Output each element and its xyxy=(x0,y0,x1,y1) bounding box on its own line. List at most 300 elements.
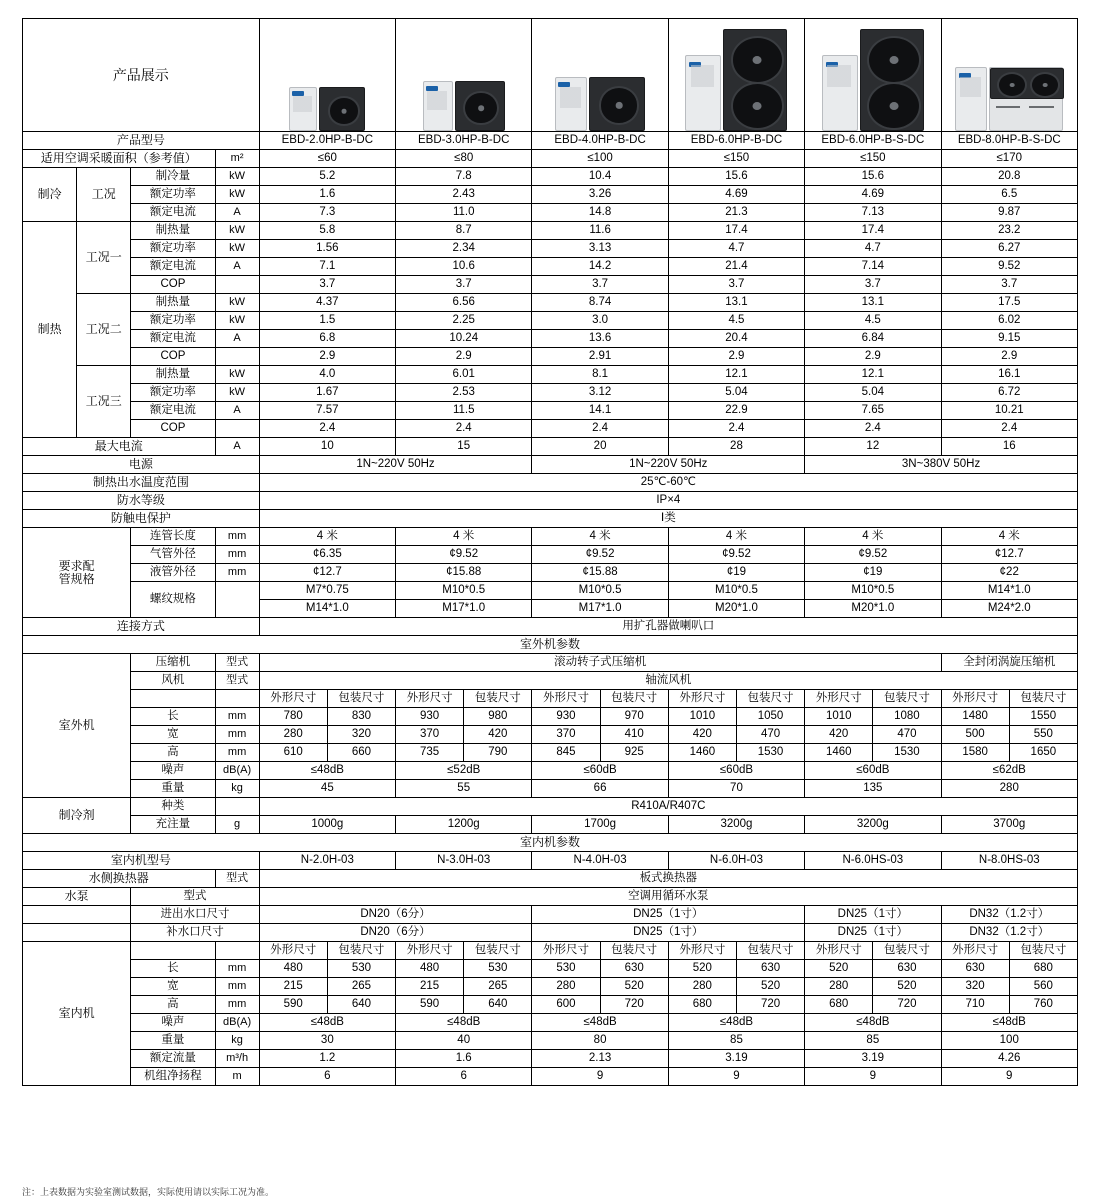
heat2-current-row xyxy=(23,330,1078,348)
inout-water-row xyxy=(23,906,1078,924)
area-value-4: ≤150 xyxy=(668,150,804,168)
compressor-type-label: 型式 xyxy=(215,654,259,672)
heat3-cop-row xyxy=(23,420,1078,438)
indoor-width-outer-3: 280 xyxy=(532,978,600,996)
rated-flow-1: 1.2 xyxy=(259,1050,395,1068)
indoor-length-label: 长 xyxy=(131,960,215,978)
outdoor-width-pack-5: 470 xyxy=(873,726,941,744)
heat3-power-5: 5.04 xyxy=(805,384,941,402)
water-exchanger-type-label: 型式 xyxy=(215,870,259,888)
heat2-power-row xyxy=(23,312,1078,330)
outdoor-length-outer-6: 1480 xyxy=(941,708,1009,726)
rated-flow-unit: m³/h xyxy=(215,1050,259,1068)
max-current-2: 15 xyxy=(396,438,532,456)
heat3-power-unit: kW xyxy=(215,384,259,402)
makeup-water-blank xyxy=(23,924,131,942)
outdoor-width-unit: mm xyxy=(215,726,259,744)
product-image-5 xyxy=(805,19,941,132)
outdoor-width-pack-1: 320 xyxy=(327,726,395,744)
outdoor-width-outer-2: 370 xyxy=(396,726,464,744)
outdoor-width-outer-6: 500 xyxy=(941,726,1009,744)
shock-protection-label: 防触电保护 xyxy=(23,510,260,528)
thread-spec-top-4: M10*0.5 xyxy=(668,582,804,600)
indoor-group-label: 室内机 xyxy=(23,942,131,1086)
fan-type-label: 型式 xyxy=(215,672,259,690)
rated-flow-2: 1.6 xyxy=(396,1050,532,1068)
heat1-cop-1: 3.7 xyxy=(259,276,395,294)
indoor-noise-row xyxy=(23,1014,1078,1032)
heat3-cop-4: 2.4 xyxy=(668,420,804,438)
heat2-capacity-4: 13.1 xyxy=(668,294,804,312)
outdoor-height-label: 高 xyxy=(131,744,215,762)
area-value-3: ≤100 xyxy=(532,150,668,168)
indoor-length-pack-2: 530 xyxy=(464,960,532,978)
pipe-length-label: 连管长度 xyxy=(131,528,215,546)
heat2-power-6: 6.02 xyxy=(941,312,1077,330)
model-row-label: 产品型号 xyxy=(23,132,260,150)
liquid-pipe-5: ¢19 xyxy=(805,564,941,582)
outdoor-dim-pack-3: 包装尺寸 xyxy=(600,690,668,708)
outdoor-weight-unit: kg xyxy=(215,780,259,798)
heat3-power-label: 额定功率 xyxy=(131,384,215,402)
gas-pipe-2: ¢9.52 xyxy=(396,546,532,564)
indoor-model-1: N-2.0H-03 xyxy=(259,852,395,870)
product-image-4 xyxy=(668,19,804,132)
indoor-width-label: 宽 xyxy=(131,978,215,996)
outdoor-noise-5: ≤60dB xyxy=(805,762,941,780)
indoor-weight-label: 重量 xyxy=(131,1032,215,1050)
cooling-capacity-row xyxy=(23,168,1078,186)
thread-spec-top-3: M10*0.5 xyxy=(532,582,668,600)
heat2-current-5: 6.84 xyxy=(805,330,941,348)
indoor-noise-3: ≤48dB xyxy=(532,1014,668,1032)
outdoor-weight-6: 280 xyxy=(941,780,1077,798)
heat3-current-1: 7.57 xyxy=(259,402,395,420)
heat1-capacity-3: 11.6 xyxy=(532,222,668,240)
pump-label: 水泵 xyxy=(23,888,131,906)
heat1-power-label: 额定功率 xyxy=(131,240,215,258)
thread-spec-bottom-5: M20*1.0 xyxy=(805,600,941,618)
cooling-power-2: 2.43 xyxy=(396,186,532,204)
outdoor-height-pack-5: 1530 xyxy=(873,744,941,762)
indoor-noise-6: ≤48dB xyxy=(941,1014,1077,1032)
outdoor-dim-pack-1: 包装尺寸 xyxy=(327,690,395,708)
indoor-dim-pack-2: 包装尺寸 xyxy=(464,942,532,960)
outdoor-dim-outer-3: 外形尺寸 xyxy=(532,690,600,708)
indoor-model-3: N-4.0H-03 xyxy=(532,852,668,870)
water-exchanger-value: 板式换热器 xyxy=(259,870,1077,888)
refrigerant-charge-unit: g xyxy=(215,816,259,834)
cooling-power-row xyxy=(23,186,1078,204)
indoor-dim-outer-4: 外形尺寸 xyxy=(668,942,736,960)
indoor-width-outer-4: 280 xyxy=(668,978,736,996)
gas-pipe-row xyxy=(23,546,1078,564)
heat1-current-4: 21.4 xyxy=(668,258,804,276)
outdoor-height-outer-5: 1460 xyxy=(805,744,873,762)
product-image-6 xyxy=(941,19,1077,132)
indoor-dim-header-blank-2 xyxy=(215,942,259,960)
heat2-current-2: 10.24 xyxy=(396,330,532,348)
fan-label: 风机 xyxy=(131,672,215,690)
outdoor-length-pack-5: 1080 xyxy=(873,708,941,726)
cooling-capacity-4: 15.6 xyxy=(668,168,804,186)
indoor-height-pack-2: 640 xyxy=(464,996,532,1014)
heat1-power-1: 1.56 xyxy=(259,240,395,258)
indoor-noise-unit: dB(A) xyxy=(215,1014,259,1032)
outdoor-weight-2: 55 xyxy=(396,780,532,798)
product-image-1 xyxy=(259,19,395,132)
refrigerant-charge-2: 1200g xyxy=(396,816,532,834)
indoor-weight-5: 85 xyxy=(805,1032,941,1050)
refrigerant-charge-4: 3200g xyxy=(668,816,804,834)
outdoor-height-outer-6: 1580 xyxy=(941,744,1009,762)
indoor-dim-outer-6: 外形尺寸 xyxy=(941,942,1009,960)
area-value-5: ≤150 xyxy=(805,150,941,168)
outdoor-noise-row xyxy=(23,762,1078,780)
pipe-length-row xyxy=(23,528,1078,546)
rated-flow-3: 2.13 xyxy=(532,1050,668,1068)
heat2-cop-row xyxy=(23,348,1078,366)
indoor-length-outer-6: 630 xyxy=(941,960,1009,978)
outdoor-dim-header-blank-2 xyxy=(215,690,259,708)
indoor-width-pack-1: 265 xyxy=(327,978,395,996)
indoor-length-unit: mm xyxy=(215,960,259,978)
hot-water-temp-row xyxy=(23,474,1078,492)
heat2-capacity-row xyxy=(23,294,1078,312)
indoor-weight-6: 100 xyxy=(941,1032,1077,1050)
outdoor-length-outer-4: 1010 xyxy=(668,708,736,726)
cooling-current-1: 7.3 xyxy=(259,204,395,222)
outdoor-length-unit: mm xyxy=(215,708,259,726)
compressor-value-right: 全封闭涡旋压缩机 xyxy=(941,654,1077,672)
outdoor-length-row xyxy=(23,708,1078,726)
indoor-model-4: N-6.0H-03 xyxy=(668,852,804,870)
max-current-unit: A xyxy=(215,438,259,456)
heat3-capacity-unit: kW xyxy=(215,366,259,384)
outdoor-length-label: 长 xyxy=(131,708,215,726)
heat1-cop-2: 3.7 xyxy=(396,276,532,294)
heat2-power-unit: kW xyxy=(215,312,259,330)
indoor-height-row xyxy=(23,996,1078,1014)
max-current-3: 20 xyxy=(532,438,668,456)
heat3-current-3: 14.1 xyxy=(532,402,668,420)
thread-spec-top-2: M10*0.5 xyxy=(396,582,532,600)
cooling-current-2: 11.0 xyxy=(396,204,532,222)
indoor-height-outer-4: 680 xyxy=(668,996,736,1014)
indoor-height-outer-6: 710 xyxy=(941,996,1009,1014)
outdoor-group-label: 室外机 xyxy=(23,654,131,798)
heat3-current-6: 10.21 xyxy=(941,402,1077,420)
model-2: EBD-3.0HP-B-DC xyxy=(396,132,532,150)
shock-protection-row xyxy=(23,510,1078,528)
gas-pipe-6: ¢12.7 xyxy=(941,546,1077,564)
pipe-length-2: 4 米 xyxy=(396,528,532,546)
heat3-current-unit: A xyxy=(215,402,259,420)
indoor-weight-row xyxy=(23,1032,1078,1050)
indoor-dim-outer-3: 外形尺寸 xyxy=(532,942,600,960)
pump-head-5: 9 xyxy=(805,1068,941,1086)
indoor-dim-pack-4: 包装尺寸 xyxy=(736,942,804,960)
heat1-current-3: 14.2 xyxy=(532,258,668,276)
pipe-length-4: 4 米 xyxy=(668,528,804,546)
max-current-5: 12 xyxy=(805,438,941,456)
outdoor-length-pack-2: 980 xyxy=(464,708,532,726)
thread-spec-bottom-2: M17*1.0 xyxy=(396,600,532,618)
max-current-6: 16 xyxy=(941,438,1077,456)
outdoor-height-outer-1: 610 xyxy=(259,744,327,762)
max-current-4: 28 xyxy=(668,438,804,456)
indoor-dim-pack-5: 包装尺寸 xyxy=(873,942,941,960)
indoor-height-label: 高 xyxy=(131,996,215,1014)
indoor-noise-2: ≤48dB xyxy=(396,1014,532,1032)
heat2-current-unit: A xyxy=(215,330,259,348)
heat3-capacity-6: 16.1 xyxy=(941,366,1077,384)
outdoor-width-pack-3: 410 xyxy=(600,726,668,744)
pump-head-1: 6 xyxy=(259,1068,395,1086)
indoor-dim-outer-2: 外形尺寸 xyxy=(396,942,464,960)
outdoor-dim-header-blank-1 xyxy=(131,690,215,708)
heat1-current-5: 7.14 xyxy=(805,258,941,276)
heat3-current-row xyxy=(23,402,1078,420)
liquid-pipe-unit: mm xyxy=(215,564,259,582)
indoor-length-pack-4: 630 xyxy=(736,960,804,978)
heat2-capacity-label: 制热量 xyxy=(131,294,215,312)
heat1-power-6: 6.27 xyxy=(941,240,1077,258)
pump-head-6: 9 xyxy=(941,1068,1077,1086)
heat3-capacity-2: 6.01 xyxy=(396,366,532,384)
outdoor-height-pack-2: 790 xyxy=(464,744,532,762)
indoor-section-row xyxy=(23,834,1078,852)
outdoor-section-label: 室外机参数 xyxy=(23,636,1078,654)
heat1-power-row xyxy=(23,240,1078,258)
power-supply-3: 3N~380V 50Hz xyxy=(805,456,1078,474)
indoor-length-outer-4: 520 xyxy=(668,960,736,978)
cooling-capacity-3: 10.4 xyxy=(532,168,668,186)
model-3: EBD-4.0HP-B-DC xyxy=(532,132,668,150)
gas-pipe-3: ¢9.52 xyxy=(532,546,668,564)
indoor-height-unit: mm xyxy=(215,996,259,1014)
heat2-power-2: 2.25 xyxy=(396,312,532,330)
heat2-current-label: 额定电流 xyxy=(131,330,215,348)
indoor-width-outer-1: 215 xyxy=(259,978,327,996)
makeup-water-2: DN25（1寸） xyxy=(532,924,805,942)
indoor-weight-unit: kg xyxy=(215,1032,259,1050)
outdoor-weight-row xyxy=(23,780,1078,798)
heat3-capacity-label: 制热量 xyxy=(131,366,215,384)
indoor-height-outer-3: 600 xyxy=(532,996,600,1014)
cooling-current-unit: A xyxy=(215,204,259,222)
product-showcase-label: 产品展示 xyxy=(23,19,260,132)
refrigerant-type-row xyxy=(23,798,1078,816)
compressor-value-left: 滚动转子式压缩机 xyxy=(259,654,941,672)
outdoor-length-outer-2: 930 xyxy=(396,708,464,726)
area-unit: m² xyxy=(215,150,259,168)
cooling-current-label: 额定电流 xyxy=(131,204,215,222)
indoor-model-label: 室内机型号 xyxy=(23,852,260,870)
indoor-weight-4: 85 xyxy=(668,1032,804,1050)
gas-pipe-5: ¢9.52 xyxy=(805,546,941,564)
makeup-water-row xyxy=(23,924,1078,942)
rated-flow-row xyxy=(23,1050,1078,1068)
indoor-height-pack-4: 720 xyxy=(736,996,804,1014)
outdoor-height-pack-1: 660 xyxy=(327,744,395,762)
cooling-current-6: 9.87 xyxy=(941,204,1077,222)
outdoor-noise-3: ≤60dB xyxy=(532,762,668,780)
heat2-current-1: 6.8 xyxy=(259,330,395,348)
pump-head-2: 6 xyxy=(396,1068,532,1086)
cooling-capacity-label: 制冷量 xyxy=(131,168,215,186)
outdoor-dim-outer-4: 外形尺寸 xyxy=(668,690,736,708)
outdoor-dim-outer-5: 外形尺寸 xyxy=(805,690,873,708)
product-showcase-row xyxy=(23,19,1078,132)
water-exchanger-label: 水侧换热器 xyxy=(23,870,216,888)
heat1-current-label: 额定电流 xyxy=(131,258,215,276)
refrigerant-charge-6: 3700g xyxy=(941,816,1077,834)
product-image-2 xyxy=(396,19,532,132)
indoor-dim-header-blank-1 xyxy=(131,942,215,960)
cooling-capacity-5: 15.6 xyxy=(805,168,941,186)
outdoor-width-label: 宽 xyxy=(131,726,215,744)
indoor-height-outer-2: 590 xyxy=(396,996,464,1014)
heat1-power-4: 4.7 xyxy=(668,240,804,258)
makeup-water-1: DN20（6分） xyxy=(259,924,532,942)
indoor-width-pack-5: 520 xyxy=(873,978,941,996)
refrigerant-type-label: 种类 xyxy=(131,798,215,816)
pump-type-label: 型式 xyxy=(131,888,259,906)
outdoor-height-outer-4: 1460 xyxy=(668,744,736,762)
heat2-cop-1: 2.9 xyxy=(259,348,395,366)
model-1: EBD-2.0HP-B-DC xyxy=(259,132,395,150)
outdoor-height-pack-3: 925 xyxy=(600,744,668,762)
cooling-power-1: 1.6 xyxy=(259,186,395,204)
connection-value: 用扩孔器做喇叭口 xyxy=(259,618,1077,636)
outdoor-length-pack-1: 830 xyxy=(327,708,395,726)
cooling-condition-label: 工况 xyxy=(77,168,131,222)
thread-spec-label: 螺纹规格 xyxy=(131,582,215,618)
indoor-width-pack-3: 520 xyxy=(600,978,668,996)
refrigerant-charge-label: 充注量 xyxy=(131,816,215,834)
heat3-capacity-1: 4.0 xyxy=(259,366,395,384)
thread-spec-bottom-6: M24*2.0 xyxy=(941,600,1077,618)
heat2-power-label: 额定功率 xyxy=(131,312,215,330)
model-5: EBD-6.0HP-B-S-DC xyxy=(805,132,941,150)
indoor-model-5: N-6.0HS-03 xyxy=(805,852,941,870)
heat2-current-6: 9.15 xyxy=(941,330,1077,348)
thread-spec-row-top xyxy=(23,582,1078,600)
heat2-capacity-3: 8.74 xyxy=(532,294,668,312)
outdoor-dim-header-row xyxy=(23,690,1078,708)
inout-water-blank xyxy=(23,906,131,924)
outdoor-dim-outer-1: 外形尺寸 xyxy=(259,690,327,708)
heat2-capacity-1: 4.37 xyxy=(259,294,395,312)
indoor-dim-pack-1: 包装尺寸 xyxy=(327,942,395,960)
refrigerant-type-value: R410A/R407C xyxy=(259,798,1077,816)
inout-water-1: DN20（6分） xyxy=(259,906,532,924)
outdoor-dim-pack-4: 包装尺寸 xyxy=(736,690,804,708)
indoor-length-outer-1: 480 xyxy=(259,960,327,978)
indoor-length-outer-2: 480 xyxy=(396,960,464,978)
outdoor-width-pack-4: 470 xyxy=(736,726,804,744)
pipe-length-5: 4 米 xyxy=(805,528,941,546)
gas-pipe-unit: mm xyxy=(215,546,259,564)
heat1-capacity-6: 23.2 xyxy=(941,222,1077,240)
heat1-cop-5: 3.7 xyxy=(805,276,941,294)
inout-water-label: 进出水口尺寸 xyxy=(131,906,259,924)
power-supply-label: 电源 xyxy=(23,456,260,474)
outdoor-height-outer-2: 735 xyxy=(396,744,464,762)
heat3-capacity-row xyxy=(23,366,1078,384)
outdoor-width-outer-1: 280 xyxy=(259,726,327,744)
area-value-2: ≤80 xyxy=(396,150,532,168)
liquid-pipe-4: ¢19 xyxy=(668,564,804,582)
outdoor-weight-5: 135 xyxy=(805,780,941,798)
heat1-cop-label: COP xyxy=(131,276,215,294)
cooling-current-3: 14.8 xyxy=(532,204,668,222)
pipe-length-1: 4 米 xyxy=(259,528,395,546)
outdoor-length-pack-4: 1050 xyxy=(736,708,804,726)
fan-value: 轴流风机 xyxy=(259,672,1077,690)
pump-head-unit: m xyxy=(215,1068,259,1086)
pipe-length-6: 4 米 xyxy=(941,528,1077,546)
indoor-width-outer-6: 320 xyxy=(941,978,1009,996)
heat1-current-1: 7.1 xyxy=(259,258,395,276)
pump-type-value: 空调用循环水泵 xyxy=(259,888,1077,906)
thread-spec-unit xyxy=(215,582,259,618)
thread-spec-bottom-4: M20*1.0 xyxy=(668,600,804,618)
outdoor-width-outer-4: 420 xyxy=(668,726,736,744)
indoor-dim-pack-3: 包装尺寸 xyxy=(600,942,668,960)
model-4: EBD-6.0HP-B-DC xyxy=(668,132,804,150)
heat1-capacity-label: 制热量 xyxy=(131,222,215,240)
gas-pipe-4: ¢9.52 xyxy=(668,546,804,564)
outdoor-noise-4: ≤60dB xyxy=(668,762,804,780)
cooling-current-5: 7.13 xyxy=(805,204,941,222)
heat3-capacity-5: 12.1 xyxy=(805,366,941,384)
indoor-length-pack-6: 680 xyxy=(1009,960,1077,978)
waterproof-label: 防水等级 xyxy=(23,492,260,510)
cooling-power-label: 额定功率 xyxy=(131,186,215,204)
rated-flow-4: 3.19 xyxy=(668,1050,804,1068)
heat3-power-6: 6.72 xyxy=(941,384,1077,402)
indoor-width-unit: mm xyxy=(215,978,259,996)
heat1-power-unit: kW xyxy=(215,240,259,258)
pipe-length-3: 4 米 xyxy=(532,528,668,546)
heat3-cop-5: 2.4 xyxy=(805,420,941,438)
outdoor-length-outer-1: 780 xyxy=(259,708,327,726)
heat3-current-label: 额定电流 xyxy=(131,402,215,420)
max-current-1: 10 xyxy=(259,438,395,456)
area-row xyxy=(23,150,1078,168)
heat1-cop-unit xyxy=(215,276,259,294)
rated-flow-label: 额定流量 xyxy=(131,1050,215,1068)
heat1-power-5: 4.7 xyxy=(805,240,941,258)
table-footnote: 注：上表数据为实验室测试数据，实际使用请以实际工况为准。 xyxy=(22,1187,275,1197)
heat2-label: 工况二 xyxy=(77,294,131,366)
liquid-pipe-2: ¢15.88 xyxy=(396,564,532,582)
heat2-cop-4: 2.9 xyxy=(668,348,804,366)
heat1-capacity-1: 5.8 xyxy=(259,222,395,240)
indoor-noise-4: ≤48dB xyxy=(668,1014,804,1032)
heat1-cop-3: 3.7 xyxy=(532,276,668,294)
outdoor-dim-pack-6: 包装尺寸 xyxy=(1009,690,1077,708)
heat3-power-4: 5.04 xyxy=(668,384,804,402)
heat1-power-2: 2.34 xyxy=(396,240,532,258)
connection-label: 连接方式 xyxy=(23,618,260,636)
cooling-power-6: 6.5 xyxy=(941,186,1077,204)
rated-flow-5: 3.19 xyxy=(805,1050,941,1068)
indoor-weight-1: 30 xyxy=(259,1032,395,1050)
heat2-capacity-6: 17.5 xyxy=(941,294,1077,312)
